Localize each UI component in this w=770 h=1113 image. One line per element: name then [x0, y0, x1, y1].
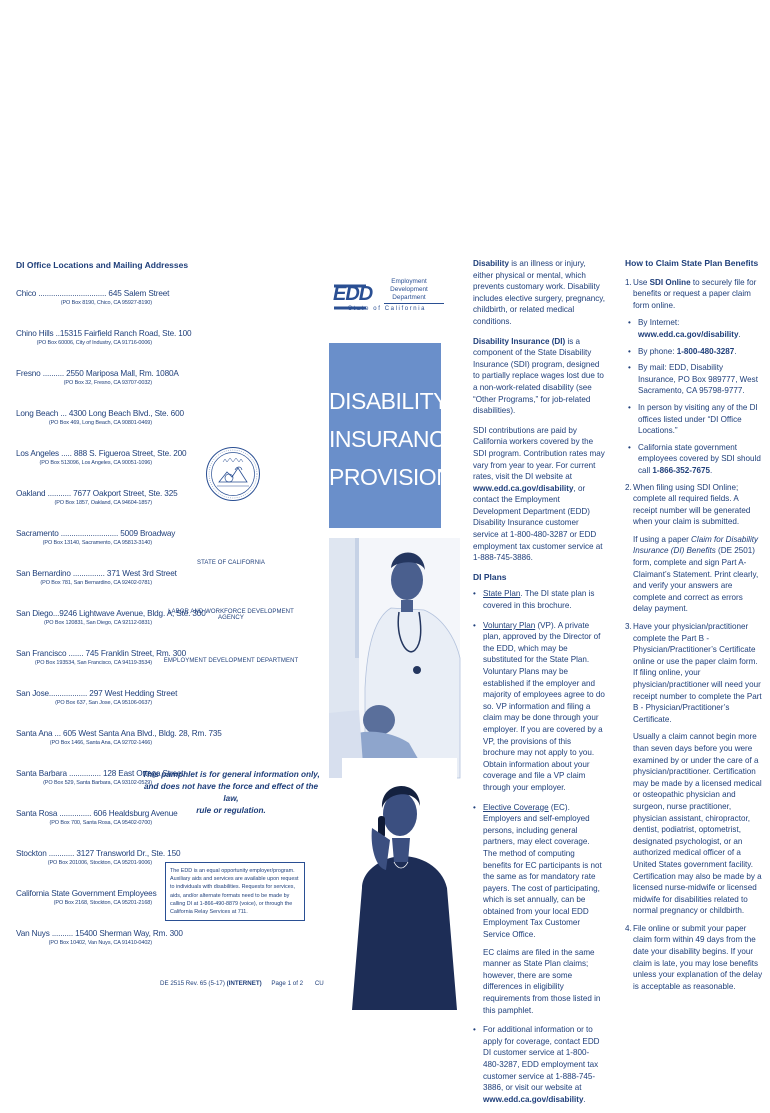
office-address: Chico ................................ 645 Salem Street	[16, 289, 170, 298]
office-mailing-address: (PO Box 10402, Van Nuys, CA 91410-0402)	[48, 940, 152, 946]
step-number: 3.	[625, 622, 632, 632]
office-entry	[16, 809, 178, 849]
bullet-icon: •	[473, 802, 476, 812]
office-mailing-address: (PO Box 529, Santa Barbara, CA 93102-0529)	[43, 780, 152, 786]
page-indicator: Page 1 of 2	[271, 980, 304, 987]
office-locations-heading: DI Office Locations and Mailing Addresses	[16, 260, 189, 270]
form-title: Claim for Disability Insurance (DI) Benefits	[633, 534, 759, 556]
cu-tag: CU	[314, 980, 324, 987]
bullet-icon: •	[473, 589, 476, 599]
office-address: Santa Barbara ............... 128 East Ortega Street	[16, 769, 184, 778]
edd-logo-abbr: EDD	[333, 283, 373, 305]
equal-opportunity-box: The EDD is an equal opportunity employer/program. Auxiliary aids and services are available upon request to individuals with disabilities. Requests for services, aids, and/or alternate formats need to be made by calling DI at 1-866-490-8879 (voice), or through the California Relay Services at 711.	[165, 862, 305, 921]
text: SDI contributions are paid by California workers covered by the SDI program. Contribution rates may vary from year to year. For current rates, visit the DI website at	[473, 425, 605, 482]
text: is a component of the State Disability Insurance (SDI) program, designed to partially replace wages lost due to a non-work-related disability (see “Other Programs,” for job-related disabilities).	[473, 336, 604, 416]
voluntary-plan-item	[473, 620, 605, 794]
disability-website-link[interactable]: www.edd.ca.gov/disability	[638, 329, 739, 339]
office-mailing-address: (PO Box 193534, San Francisco, CA 94119-3534)	[34, 660, 152, 666]
by-internet-item	[625, 317, 763, 340]
office-address: Long Beach ... 4300 Long Beach Blvd., Ste. 600	[16, 409, 184, 418]
bullet-icon: •	[628, 346, 631, 356]
office-mailing-address: (PO Box 700, Santa Rosa, CA 95402-0700)	[49, 820, 152, 826]
text: .	[738, 329, 741, 339]
office-address: Santa Rosa ............... 606 Healdsburg Avenue	[16, 809, 178, 818]
step-number: 4.	[625, 923, 632, 933]
office-address: Santa Ana ... 605 West Santa Ana Blvd., Bldg. 28, Rm. 735	[16, 729, 222, 738]
office-locations-column	[16, 260, 222, 969]
office-address: San Jose.................. 297 West Hedding Street	[16, 689, 178, 698]
step-3	[625, 621, 763, 725]
title-line: INSURANCE	[329, 426, 460, 452]
di-definition	[473, 336, 605, 417]
elective-coverage-item	[473, 802, 605, 941]
office-list	[16, 289, 222, 969]
disability-definition	[473, 258, 605, 328]
office-entry	[16, 889, 157, 929]
office-mailing-address: (PO Box 13140, Sacramento, CA 95813-3140)	[42, 540, 152, 546]
office-mailing-address: (PO Box 32, Fresno, CA 93707-0032)	[63, 380, 152, 386]
office-mailing-address: (PO Box 120831, San Diego, CA 92112-0831)	[43, 620, 152, 626]
disability-info-column	[473, 258, 605, 1113]
text: .	[583, 1094, 586, 1104]
woman-on-phone-photo	[342, 758, 457, 1010]
how-to-claim-column	[625, 258, 763, 998]
office-mailing-address: (PO Box 60006, City of Industry, CA 91716-0006)	[36, 340, 152, 346]
office-address: Oakland ........... 7677 Oakport Street, Ste. 325	[16, 489, 178, 498]
office-mailing-address: (PO Box 781, San Bernardino, CA 92402-0781)	[40, 580, 152, 586]
state-plan-item	[473, 588, 605, 611]
text: File online or submit your paper claim form within 49 days from the date your disability begins. If your claim is late, you may lose benefits unless your explanation of the delay is acceptable as reasonable.	[633, 923, 763, 991]
step-number: 2.	[625, 482, 632, 492]
office-entry	[16, 609, 206, 649]
bullet-icon: •	[473, 1025, 476, 1035]
office-address: Los Angeles ..... 888 S. Figueroa Street, Ste. 200	[16, 449, 187, 458]
bullet-icon: •	[628, 363, 631, 373]
text: For additional information or to apply for coverage, contact EDD DI customer service at 1-800-480-3287, EDD employment tax customer service at 1-888-745-3886, or visit our website at	[483, 1025, 600, 1093]
term: Elective Coverage	[483, 802, 549, 812]
office-mailing-address: (PO Box 8190, Chico, CA 95927-8190)	[60, 300, 152, 306]
disclaimer-line: rule or regulation.	[196, 806, 266, 815]
certification-note: Usually a claim cannot begin more than seven days before you were examined by or under the care of a physician/practitioner. Certification may be made by a licensed medical or osteopathic physician and surgeon, nurse practitioner, physician assistant, chiropractor, dentist, podiatrist, optometrist, designated psychologist, or an authorized medical officer of a United States government facility. Certification may also be made by a licensed nurse-midwife or licensed midwife for disabilities related to normal pregnancy or childbirth.	[633, 732, 762, 916]
edd-logo-line: Employment	[391, 278, 427, 285]
office-mailing-address: (PO Box 2168, Stockton, CA 95201-2168)	[53, 900, 152, 906]
text: If using a paper	[633, 534, 692, 544]
text: , or contact the Employment Development Department (EDD) Disability Insurance customer service at 1-800-480-3287 or EDD employment tax customer service at 1-888-745-3886.	[473, 483, 603, 563]
cover-panel	[318, 258, 468, 1010]
term: Disability	[473, 259, 509, 268]
office-mailing-address: (PO Box 1466, Santa Ana, CA 92702-1466)	[49, 740, 152, 746]
office-mailing-address: (PO Box 201006, Stockton, CA 95201-9006)	[47, 860, 152, 866]
title-line: PROVISIONS	[329, 464, 468, 490]
office-mailing-address: (PO Box 1857, Oakland, CA 94604-1857)	[54, 500, 152, 506]
phone-number: 1-866-352-7675	[652, 465, 711, 475]
in-person-item	[625, 402, 763, 437]
di-plans-heading: DI Plans	[473, 571, 507, 582]
step-4	[625, 923, 763, 993]
text: . The DI state plan is covered in this brochure.	[483, 589, 595, 611]
title-line: DISABILITY	[329, 388, 448, 414]
edd-logo-line: Development	[390, 286, 428, 293]
disclaimer-line: and does not have the force and effect of the law,	[143, 782, 319, 803]
additional-info-item	[473, 1024, 605, 1105]
office-entry	[16, 449, 187, 489]
disclaimer	[140, 769, 322, 817]
bullet-icon: •	[473, 620, 476, 630]
disability-website-link[interactable]: www.edd.ca.gov/disability	[473, 483, 574, 493]
logo-divider	[384, 303, 444, 304]
step-1	[625, 277, 763, 312]
california-state-seal-icon	[205, 446, 261, 502]
office-entry	[16, 489, 178, 529]
text: is an illness or injury, either physical or mental, which prevents customary work. Disability includes elective surgery, pregnancy, childbirth, or related medical conditions.	[473, 259, 605, 326]
phone-number: 1-800-480-3287	[676, 346, 735, 356]
form-internet-tag: (INTERNET)	[226, 980, 262, 987]
text: (VP). A private plan, approved by the Director of the EDD, which may be substituted for the State Plan. Voluntary Plans may be established if the employer and majority of employees agree to do so. VP information and filing a claim may be done through your employer. If you are covered by a VP, the provisions of this brochure may not apply to you. Obtain information about your coverage and file a VP claim through your employer.	[483, 620, 605, 792]
text: When filing using SDI Online; complete all required fields. A receipt number will be generated when your claim is submitted.	[633, 482, 751, 527]
edd-logo-line: Department	[392, 294, 426, 301]
form-footer	[160, 980, 324, 987]
ec-claims-note: EC claims are filed in the same manner as State Plan claims; however, there are some differences in eligibility requirements from those listed in this pamphlet.	[483, 947, 601, 1015]
office-mailing-address: (PO Box 637, San Jose, CA 95106-0637)	[55, 700, 152, 706]
office-address: Van Nuys .......... 15400 Sherman Way, Rm. 300	[16, 929, 183, 938]
office-address: Chino Hills ..15315 Fairfield Ranch Road, Ste. 100	[16, 329, 192, 338]
text: .	[734, 346, 737, 356]
paper-claim-note	[625, 534, 763, 615]
bullet-icon: •	[628, 402, 631, 412]
office-entry	[16, 369, 179, 409]
step-number: 1.	[625, 277, 632, 287]
how-to-claim-heading: How to Claim State Plan Benefits	[625, 258, 759, 268]
bullet-icon: •	[628, 442, 631, 452]
by-phone-item	[625, 346, 763, 358]
office-entry	[16, 769, 184, 809]
form-code: DE 2515 Rev. 65 (5-17)	[160, 980, 225, 987]
edd-logo-state: State of California	[348, 306, 427, 312]
office-address: California State Government Employees	[16, 889, 157, 898]
edd-logo-name	[384, 278, 434, 302]
text: .	[710, 465, 713, 475]
text: Have your physician/practitioner complete the Part B - Physician/Practitioner’s Certificate online or use the paper claim form. If filing online, your physician/practitioner will need your receipt number to complete the Part B - Physician/Practitioner’s Certificate.	[633, 622, 762, 724]
term: State Plan	[483, 589, 521, 599]
by-mail-item	[625, 362, 763, 397]
text: California state government employees covered by SDI should call	[638, 442, 761, 475]
office-entry	[16, 289, 170, 329]
state-label: STATE OF CALIFORNIA	[196, 560, 266, 566]
term: Disability Insurance (DI)	[473, 336, 566, 346]
office-mailing-address: (PO Box 513096, Los Angeles, CA 90051-1096)	[39, 460, 152, 466]
department-label: EMPLOYMENT DEVELOPMENT DEPARTMENT	[163, 658, 299, 664]
office-address: Fresno .......... 2550 Mariposa Mall, Rm. 1080A	[16, 369, 179, 378]
text: By phone:	[638, 346, 677, 356]
office-address: San Bernardino ............... 371 West 3rd Street	[16, 569, 177, 578]
state-employees-item	[625, 442, 763, 477]
disability-website-link[interactable]: www.edd.ca.gov/disability	[483, 1094, 584, 1104]
office-entry	[16, 849, 181, 889]
office-entry	[16, 529, 176, 569]
agency-label: LABOR AND WORKFORCE DEVELOPMENT AGENCY	[168, 609, 294, 621]
office-address: Sacramento ........................... 5009 Broadway	[16, 529, 176, 538]
title-box	[329, 343, 468, 528]
text: In person by visiting any of the DI offices listed under “DI Office Locations.”	[638, 402, 758, 436]
office-entry	[16, 409, 184, 449]
term: Voluntary Plan	[483, 620, 536, 630]
office-address: Stockton ............ 3127 Transworld Dr., Ste. 150	[16, 849, 181, 858]
office-mailing-address: (PO Box 469, Long Beach, CA 90801-0469)	[48, 420, 152, 426]
text: to securely file for benefits or request a paper claim form online.	[633, 277, 757, 310]
bullet-icon: •	[628, 318, 631, 328]
text: (DE 2501) form, complete and sign Part A-Claimant’s Statement. Print clearly, and verify your answers are complete and correct as errors delay payment.	[633, 546, 759, 614]
term: SDI Online	[649, 277, 691, 287]
doctor-patient-photo	[329, 538, 460, 778]
text: By Internet:	[638, 318, 680, 328]
office-entry	[16, 649, 186, 689]
office-entry	[16, 729, 222, 769]
disclaimer-line: This pamphlet is for general information only,	[142, 770, 320, 779]
office-entry	[16, 689, 178, 729]
step-2	[625, 482, 763, 528]
office-address: San Francisco ....... 745 Franklin Street, Rm. 300	[16, 649, 186, 658]
office-address: San Diego...9246 Lightwave Avenue, Bldg. A, Ste. 300	[16, 609, 206, 618]
edd-logo	[332, 276, 452, 326]
back-panel	[142, 250, 324, 1010]
text: (EC). Employers and self-employed persons, including general partners, may elect coverage. The method of computing benefits for EC participants is not the same as for mandatory rate payers. The cost of participating, which is set annually, can be obtained from your local EDD Employment Tax Customer Service Office.	[483, 802, 602, 940]
text: Use	[633, 277, 650, 287]
office-entry	[16, 569, 177, 609]
text: By mail: EDD, Disability Insurance, PO Box 989777, West Sacramento, CA 95798-9777.	[638, 363, 758, 396]
office-entry	[16, 929, 183, 969]
sdi-contributions	[473, 425, 605, 564]
office-entry	[16, 329, 192, 369]
